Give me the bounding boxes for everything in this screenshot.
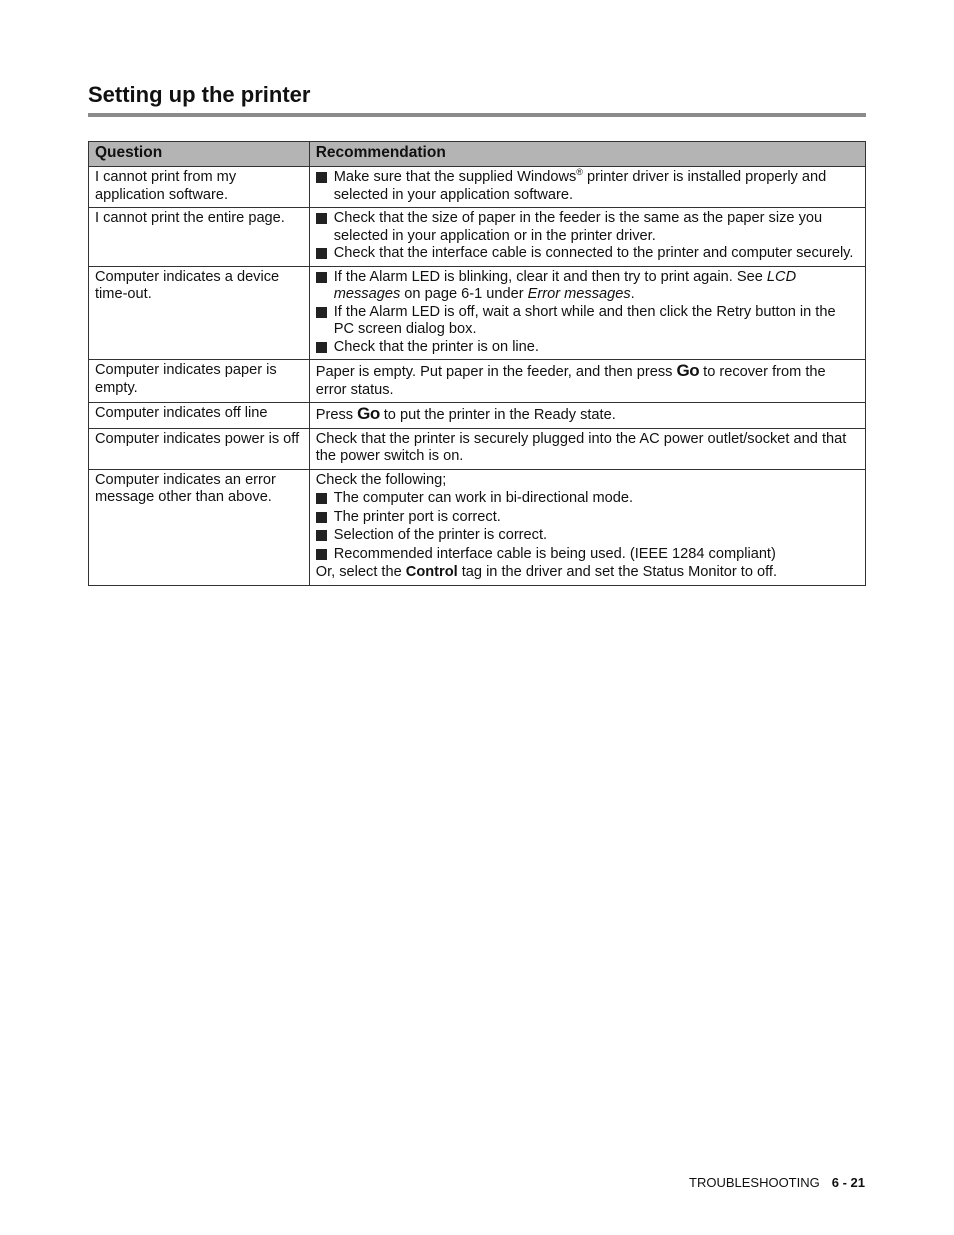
question-cell: Computer indicates an error message other than above.: [89, 469, 310, 585]
recommendation-outro: Or, select the Control tag in the driver and set the Status Monitor to off.: [315, 564, 778, 580]
square-bullet-icon: [316, 549, 327, 560]
table-header-row: [89, 142, 866, 167]
table-row: [89, 403, 866, 429]
table-row: [89, 208, 866, 267]
recommendation-intro: Check the following;: [315, 471, 447, 488]
question-cell: Computer indicates a device time-out.: [89, 266, 310, 360]
square-bullet-icon: [316, 493, 327, 504]
troubleshooting-table: [88, 141, 866, 586]
bullet-item: If the Alarm LED is off, wait a short while and then click the Retry button in the PC screen dialog box.: [316, 304, 859, 339]
square-bullet-icon: [316, 248, 327, 259]
go-button-label: Go: [676, 361, 700, 380]
recommendation-cell: [309, 266, 865, 360]
question-cell: Computer indicates off line: [89, 403, 310, 429]
question-cell: Computer indicates power is off: [89, 428, 310, 469]
table-row: [89, 167, 866, 208]
square-bullet-icon: [316, 172, 327, 183]
bullet-item: Make sure that the supplied Windows® printer driver is installed properly and selected in your application software.: [316, 169, 859, 204]
bullet-item: Recommended interface cable is being used. (IEEE 1284 compliant): [316, 546, 859, 564]
bullet-item: Check that the size of paper in the feeder is the same as the paper size you selected in your application or in the printer driver.: [316, 210, 859, 245]
recommendation-cell: [309, 167, 865, 208]
table-row: [89, 428, 866, 469]
control-tag-label: Control: [405, 564, 458, 580]
registered-mark: ®: [576, 167, 583, 178]
question-cell: I cannot print from my application software.: [89, 167, 310, 208]
reference-error-messages: Error messages: [527, 286, 631, 302]
bullet-item: Check that the printer is on line.: [316, 339, 859, 357]
square-bullet-icon: [316, 213, 327, 224]
recommendation-cell: Check that the printer is securely plugged into the AC power outlet/socket and that the power switch is on.: [309, 428, 865, 469]
square-bullet-icon: [316, 342, 327, 353]
title-rule: [88, 113, 866, 117]
recommendation-cell: Press Go to put the printer in the Ready state.: [309, 403, 865, 429]
recommendation-cell: [309, 469, 865, 585]
table-row: [89, 469, 866, 585]
footer-section: TROUBLESHOOTING: [689, 1175, 820, 1190]
square-bullet-icon: [316, 307, 327, 318]
table-row: [89, 266, 866, 360]
footer-page-number: 6 - 21: [831, 1175, 865, 1190]
header-recommendation: Recommendation: [309, 142, 865, 167]
square-bullet-icon: [316, 512, 327, 523]
bullet-item: The computer can work in bi-directional mode.: [316, 490, 859, 508]
page-title: Setting up the printer: [88, 82, 311, 107]
square-bullet-icon: [316, 530, 327, 541]
square-bullet-icon: [316, 272, 327, 283]
bullet-item: Selection of the printer is correct.: [316, 527, 859, 545]
reference-lcd-messages: LCD messages: [333, 268, 797, 302]
recommendation-cell: [309, 208, 865, 267]
table-row: [89, 360, 866, 403]
page-footer: [689, 1175, 865, 1190]
question-cell: Computer indicates paper is empty.: [89, 360, 310, 403]
bullet-item: If the Alarm LED is blinking, clear it and then try to print again. See LCD messages on page 6-1 under Error messages.: [316, 269, 859, 304]
question-cell: I cannot print the entire page.: [89, 208, 310, 267]
recommendation-cell: Paper is empty. Put paper in the feeder, and then press Go to recover from the error status.: [309, 360, 865, 403]
bullet-item: Check that the interface cable is connected to the printer and computer securely.: [316, 245, 859, 263]
go-button-label: Go: [357, 404, 380, 423]
bullet-item: The printer port is correct.: [316, 509, 859, 527]
header-question: Question: [89, 142, 310, 167]
